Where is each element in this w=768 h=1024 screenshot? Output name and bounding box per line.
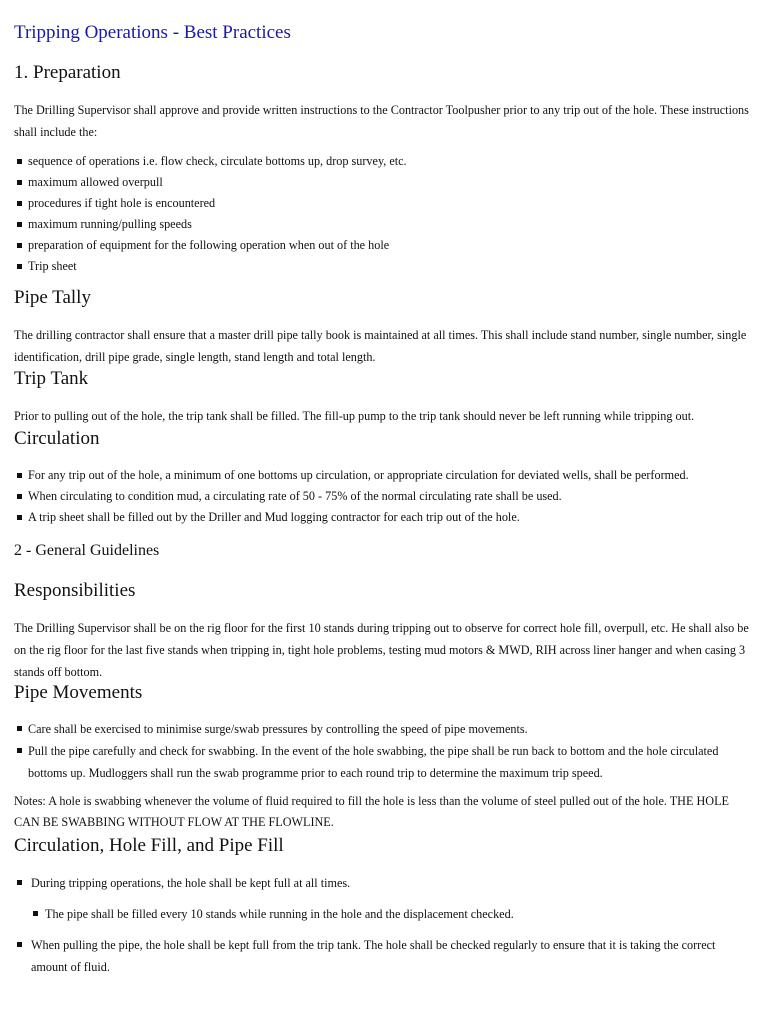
section-heading-circulation: Circulation xyxy=(14,428,100,449)
list-item: preparation of equipment for the following operation when out of the hole xyxy=(14,235,754,256)
swabbing-notes: Notes: A hole is swabbing whenever the volume of fluid required to fill the hole is less than the volume of steel pulled out of the hole. THE HOLE CAN BE SWABBING WITHOUT FLOW AT THE FLOWLINE. xyxy=(14,794,729,829)
list-item: procedures if tight hole is encountered xyxy=(14,193,754,214)
section-heading-pipe-tally: Pipe Tally xyxy=(14,287,91,308)
section-heading-trip-tank: Trip Tank xyxy=(14,368,89,389)
section-heading-pipe-movements: Pipe Movements xyxy=(14,682,143,703)
section-heading-circulation-hole-fill: Circulation, Hole Fill, and Pipe Fill xyxy=(14,835,284,856)
list-item: For any trip out of the hole, a minimum of one bottoms up circulation, or appropriate circulation for deviated wells, shall be performed. xyxy=(14,465,754,486)
list-item: maximum running/pulling speeds xyxy=(14,214,754,235)
preparation-list xyxy=(14,151,754,277)
list-item: When circulating to condition mud, a circulating rate of 50 - 75% of the normal circulating rate shall be used. xyxy=(14,486,754,507)
section-heading-responsibilities: Responsibilities xyxy=(14,580,136,601)
trip-tank-paragraph: Prior to pulling out of the hole, the trip tank shall be filled. The fill-up pump to the trip tank should never be left running while tripping out. xyxy=(14,409,695,423)
section-heading-preparation: 1. Preparation xyxy=(14,62,121,83)
list-item: sequence of operations i.e. flow check, circulate bottoms up, drop survey, etc. xyxy=(14,151,754,172)
pipe-tally-paragraph: The drilling contractor shall ensure that a master drill pipe tally book is maintained at all times. This shall include stand number, single number, single identification, drill pipe grade, single length, stand length and total length. xyxy=(14,328,747,364)
preparation-paragraph: The Drilling Supervisor shall approve and provide written instructions to the Contractor Toolpusher prior to any trip out of the hole. These instructions shall include the: xyxy=(14,103,749,139)
circulation-list xyxy=(14,465,754,528)
list-item: Pull the pipe carefully and check for swabbing. In the event of the hole swabbing, the pipe shall be run back to bottom and the hole circulated bottoms up. Mudloggers shall run the swab programme prior to each round trip to determine the maximum trip speed. xyxy=(14,740,754,784)
list-item: Trip sheet xyxy=(14,256,754,277)
list-item: A trip sheet shall be filled out by the Driller and Mud logging contractor for each trip out of the hole. xyxy=(14,507,754,528)
list-item: Care shall be exercised to minimise surge/swab pressures by controlling the speed of pipe movements. xyxy=(14,718,754,740)
list-item: The pipe shall be filled every 10 stands while running in the hole and the displacement checked. xyxy=(14,903,754,925)
list-item: When pulling the pipe, the hole shall be kept full from the trip tank. The hole shall be checked regularly to ensure that it is taking the correct amount of fluid. xyxy=(14,934,754,978)
list-item: During tripping operations, the hole shall be kept full at all times. xyxy=(14,872,754,894)
responsibilities-paragraph: The Drilling Supervisor shall be on the rig floor for the first 10 stands during tripping out to observe for correct hole fill, overpull, etc. He shall also be on the rig floor for the last five stands when tripping in, tight hole problems, testing mud motors & MWD, RIH across liner hanger and when casing 3 stands off bottom. xyxy=(14,621,749,679)
list-item: maximum allowed overpull xyxy=(14,172,754,193)
page-title: Tripping Operations - Best Practices xyxy=(14,22,291,43)
hole-fill-list xyxy=(14,863,754,978)
pipe-movements-list xyxy=(14,718,754,784)
section-heading-general-guidelines: 2 - General Guidelines xyxy=(14,542,160,559)
